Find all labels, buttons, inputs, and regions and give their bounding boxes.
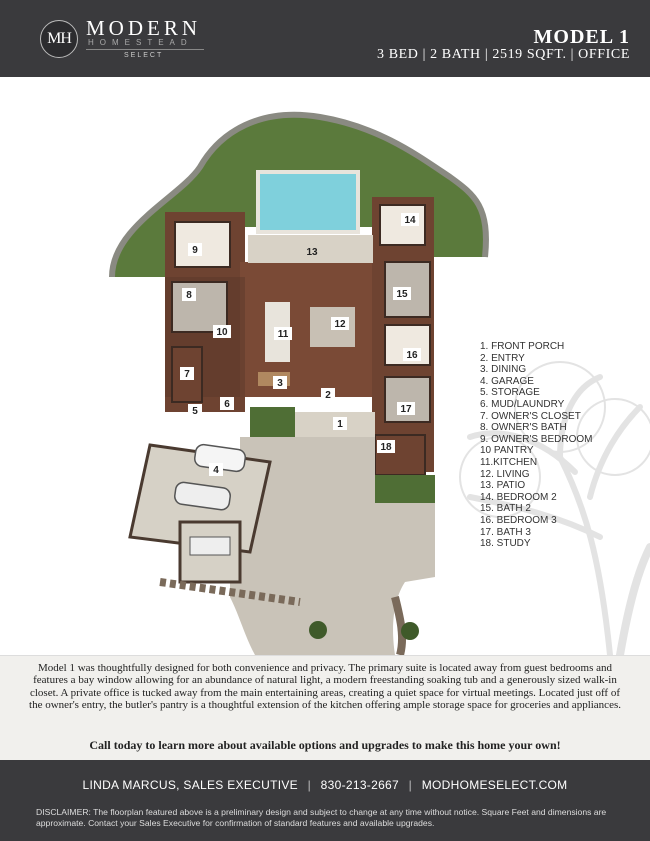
room-label-4: 4 [213,465,219,476]
website-link[interactable]: MODHOMESELECT.COM [421,778,568,792]
room-label-12: 12 [334,319,346,330]
floor-plan [0,77,650,655]
legend-item: 12. LIVING [480,468,530,480]
brand-logo[interactable] [40,16,215,62]
legend-item: 13. PATIO [480,480,526,492]
room-label-14: 14 [404,215,416,226]
logo-name: MODERN [86,16,202,40]
room-label-6: 6 [224,399,230,410]
room-label-17: 17 [400,404,412,415]
legend-item: 10 PANTRY [480,445,534,457]
room-label-1: 1 [337,419,343,430]
footer-bar [0,760,650,841]
model-specs: 3 BED | 2 BATH | 2519 SQFT. | OFFICE [377,47,630,62]
header-bar [0,0,650,77]
room-label-18: 18 [380,442,392,453]
logo-monogram: MH [40,20,78,58]
separator: | [408,778,413,792]
logo-subtitle: HOMESTEAD [88,38,193,47]
room-label-5: 5 [192,406,198,417]
room-label-7: 7 [184,369,190,380]
legend-item: 9. OWNER'S BEDROOM [480,433,593,445]
room-label-2: 2 [325,390,331,401]
legend-item: 2. ENTRY [480,352,525,364]
room-label-8: 8 [186,290,192,301]
logo-select: SELECT [124,52,164,59]
room-label-11: 11 [277,329,289,340]
house-footprint [165,172,434,475]
description-text: Model 1 was thoughtfully designed for both convenience and privacy. The primary suite is located away from guest bedrooms and features a bay window allowing for an abundance of natural light, a modern freestanding soaking tub and a generously sized walk-in closet. A private office is tucked away from the main entertaining areas, creating a quiet space for virtual meetings. Located just off of the owner's entry, the butler's pantry is a thoughtful extension of the kitchen offering ample storage space for groceries and appliances. [29,662,621,711]
legend-item: 1. FRONT PORCH [480,341,565,352]
legend-item: 15. BATH 2 [480,503,531,515]
pool [258,172,358,232]
legend-item: 17. BATH 3 [480,526,531,538]
legend-item: 11.KITCHEN [480,456,538,468]
legend-item: 7. OWNER'S CLOSET [480,410,581,422]
contact-name: LINDA MARCUS, SALES EXECUTIVE [82,778,298,792]
room-legend [480,341,610,550]
contact-line [0,778,650,792]
legend-item: 8. OWNER'S BATH [480,422,567,434]
legend-item: 4. GARAGE [480,375,534,387]
room-label-15: 15 [396,289,408,300]
room-label-13: 13 [306,247,318,258]
model-title: MODEL 1 [533,26,630,48]
description-panel [0,655,650,760]
legend-item: 3. DINING [480,364,527,376]
legend-item: 5. STORAGE [480,387,540,399]
logo-divider [86,49,204,50]
room-label-10: 10 [216,327,228,338]
legend-item: 16. BEDROOM 3 [480,514,557,526]
separator: | [307,778,312,792]
phone-link[interactable]: 830-213-2667 [320,778,399,792]
room-label-16: 16 [406,350,418,361]
call-to-action: Call today to learn more about available options and upgrades to make this home your own! [89,738,561,752]
room-label-9: 9 [192,245,198,256]
room-label-3: 3 [277,378,283,389]
legend-item: 14. BEDROOM 2 [480,491,557,503]
disclaimer-text: DISCLAIMER: The floorplan featured above is a preliminary design and subject to change at any time without notice. Square Feet and dimensions are approximate. Contact your Sales Executive for confirmation of standard features and available upgrades. [36,807,607,828]
legend-item: 6. MUD/LAUNDRY [480,398,565,410]
legend-item: 18. STUDY [480,538,531,550]
